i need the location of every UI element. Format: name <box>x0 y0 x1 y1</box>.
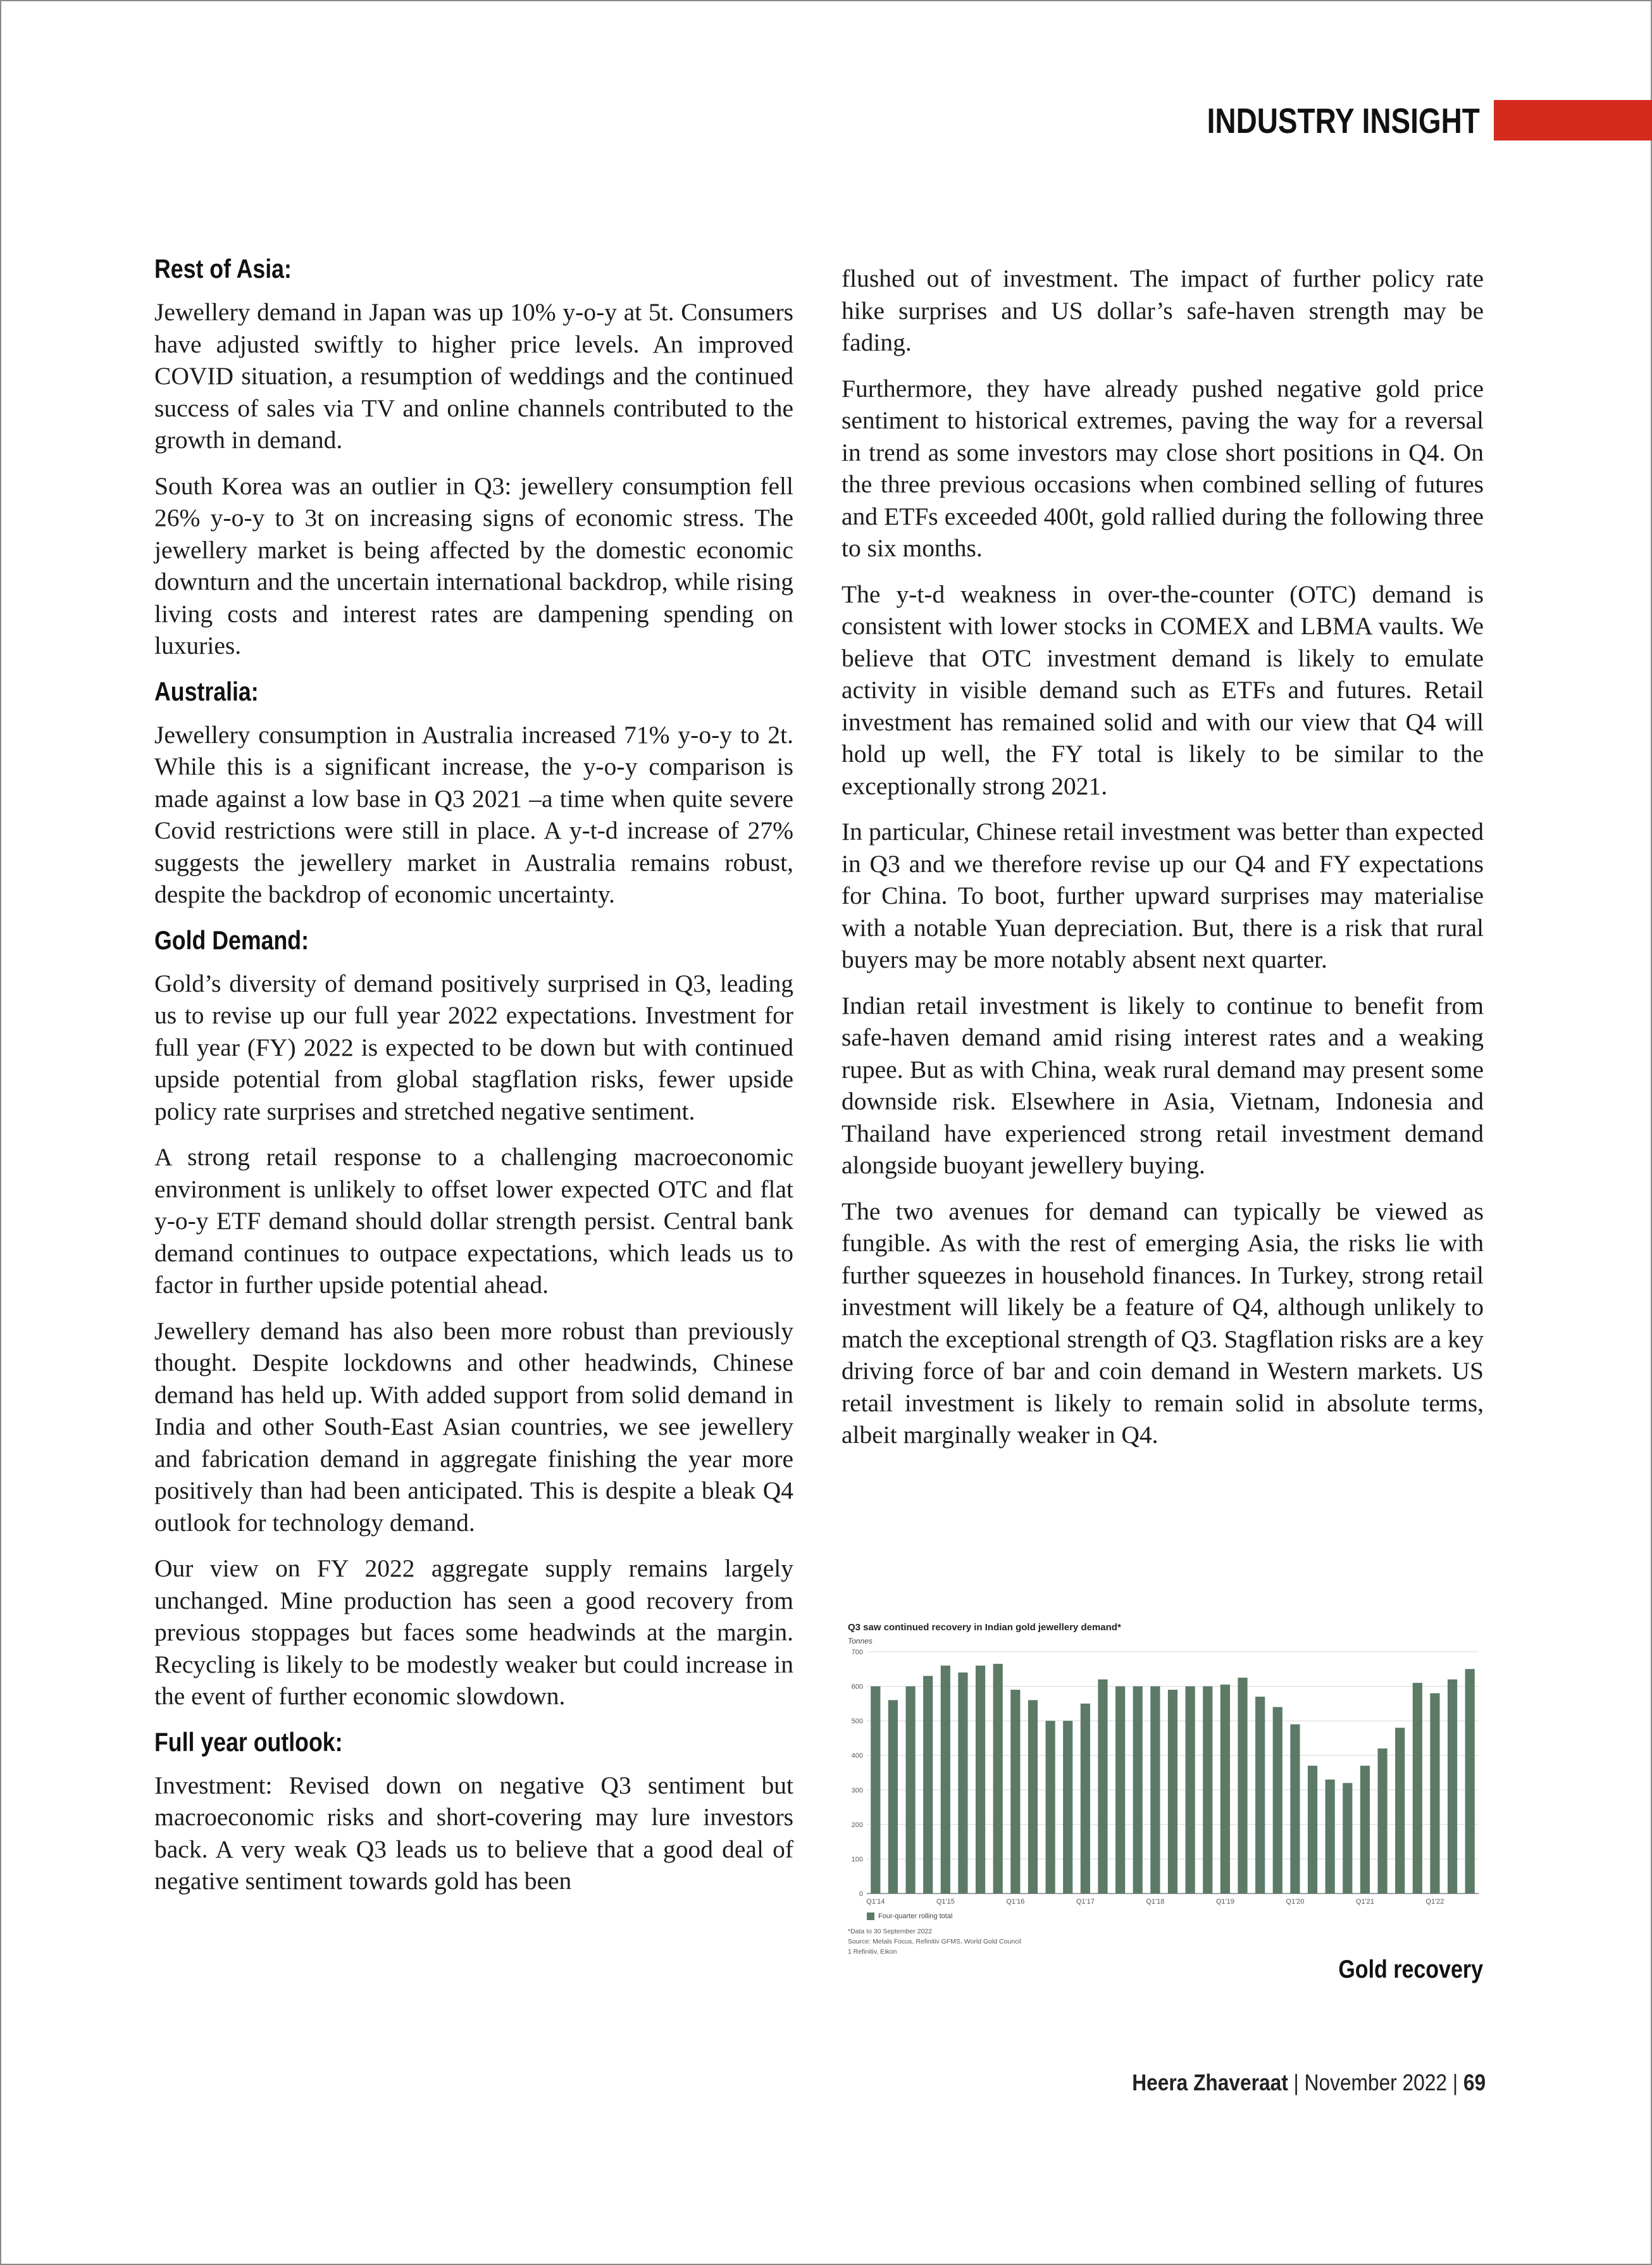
chart-bar <box>1255 1697 1265 1894</box>
chart-bar <box>1081 1704 1090 1894</box>
section-heading: Full year outlook: <box>154 1726 343 1757</box>
x-tick-label: Q1'18 <box>1146 1898 1165 1906</box>
section-heading: Rest of Asia: <box>154 254 292 284</box>
body-paragraph: The two avenues for demand can typically be viewed as fungible. As with the rest of emerging Asia, the risks lie with further squeezes in household finances. In Turkey, strong retail investment will likely be a feature of Q4, although unlikely to match the exceptional strength of Q3. Stagflation risks are a key driving force of bar and coin demand in Western markets. US retail investment is likely to remain solid in absolute terms, albeit marginally weaker in Q4. <box>842 1197 1484 1449</box>
chart-note-data: *Data to 30 September 2022 <box>848 1928 933 1935</box>
chart-bar <box>1395 1728 1405 1894</box>
y-tick-label: 300 <box>851 1787 863 1795</box>
chart-title: Q3 saw continued recovery in Indian gold jewellery demand* <box>848 1622 1121 1633</box>
chart-bar <box>1448 1680 1457 1894</box>
header-accent-bar <box>1494 100 1652 140</box>
body-paragraph: flushed out of investment. The impact of further policy rate hike surprises and US dollar’s safe-haven strength may be fading. <box>842 265 1484 356</box>
chart-bar <box>1203 1687 1212 1894</box>
body-paragraph: The y-t-d weakness in over-the-counter (OTC) demand is consistent with lower stocks in COMEX and LBMA vaults. We believe that OTC investment demand is likely to emulate activity in visible demand such as ETFs and futures. Retail investment has remained solid and with our view that Q4 will hold up well, the FY total is likely to be similar to the exceptionally strong 2021. <box>842 580 1484 800</box>
chart-note-source: Source: Metals Focus, Refinitiv GFMS, World Gold Council <box>848 1938 1022 1945</box>
chart-bar <box>1238 1678 1247 1894</box>
section-title: INDUSTRY INSIGHT <box>1207 100 1480 140</box>
chart-bar <box>905 1687 915 1894</box>
x-tick-label: Q1'15 <box>936 1898 955 1906</box>
body-paragraph: In particular, Chinese retail investment was better than expected in Q3 and we therefore revise up our Q4 and FY expectations for China. To boot, further upward surprises may materialise with a notable Yuan depreciation. But, there is a risk that rural buyers may be more notably absent next quarter. <box>842 818 1484 973</box>
chart-bar <box>923 1676 933 1894</box>
y-tick-label: 200 <box>851 1821 863 1829</box>
publication-name: Heera Zhaveraat <box>1132 2069 1288 2095</box>
chart-bar <box>1413 1683 1422 1894</box>
legend-swatch <box>867 1912 874 1920</box>
chart-bar <box>1028 1700 1038 1894</box>
y-tick-label: 500 <box>851 1718 863 1726</box>
body-paragraph: Investment: Revised down on negative Q3 sentiment but macroeconomic risks and short-covering may lure investors back. A very weak Q3 leads us to believe that a good deal of negative sentiment towards gold has been <box>154 1771 793 1895</box>
chart-bar <box>1150 1687 1160 1894</box>
body-paragraph: Furthermore, they have already pushed negative gold price sentiment to historical extremes, paving the way for a reversal in trend as some investors may close short positions in Q4. On the three previous occasions when combined selling of futures and ETFs exceeded 400t, gold rallied during the following three to six months. <box>842 374 1484 562</box>
body-paragraph: Jewellery demand in Japan was up 10% y-o-y at 5t. Consumers have adjusted swiftly to higher price levels. An improved COVID situation, a resumption of weddings and the continued success of sales via TV and online channels contributed to the growth in demand. <box>154 298 793 454</box>
y-tick-label: 0 <box>859 1890 863 1898</box>
chart-note-footnote: 1 Refinitiv, Eikon <box>848 1948 897 1956</box>
issue-date: November 2022 <box>1304 2069 1447 2095</box>
chart-bar <box>1377 1749 1387 1894</box>
body-paragraph: A strong retail response to a challenging macroeconomic environment is unlikely to offset lower expected OTC and flat y-o-y ETF demand should dollar strength persist. Central bank demand continues to outpace expectations, which leads us to factor in further upside potential ahead. <box>154 1143 793 1299</box>
x-tick-label: Q1'20 <box>1286 1898 1305 1906</box>
chart-bar <box>1273 1707 1282 1894</box>
section-heading: Australia: <box>154 676 259 706</box>
chart-y-unit: Tonnes <box>848 1637 873 1645</box>
chart-bar <box>1308 1766 1317 1894</box>
section-heading: Gold Demand: <box>154 925 309 955</box>
chart-bar <box>1430 1693 1439 1894</box>
chart-bar <box>1010 1690 1020 1894</box>
chart-bar <box>1098 1680 1107 1894</box>
y-tick-label: 100 <box>851 1856 863 1864</box>
chart-bar <box>993 1664 1003 1894</box>
x-tick-label: Q1'21 <box>1355 1898 1374 1906</box>
bar-chart <box>848 1645 1484 1911</box>
body-paragraph: Indian retail investment is likely to continue to benefit from safe-haven demand amid rising interest rates and a weaking rupee. But as with China, weak rural demand may present some downside risk. Elsewhere in Asia, Vietnam, Indonesia and Thailand have experienced strong retail investment demand alongside buoyant jewellery buying. <box>842 991 1484 1179</box>
chart-bar <box>1186 1687 1195 1894</box>
page-footer: Heera Zhaveraat | November 2022 | 69 <box>1132 2069 1486 2095</box>
chart-bar <box>1343 1783 1352 1894</box>
x-tick-label: Q1'17 <box>1076 1898 1095 1906</box>
chart-bar <box>1046 1721 1055 1894</box>
body-paragraph: Our view on FY 2022 aggregate supply remains largely unchanged. Mine production has seen a good recovery from previous stoppages but faces some headwinds at the margin. Recycling is likely to be modestly weaker but could increase in the event of further economic slowdown. <box>154 1554 793 1710</box>
body-paragraph: Jewellery demand has also been more robust than previously thought. Despite lockdowns and other headwinds, Chinese demand has held up. With added support from solid demand in India and other South-East Asian countries, we see jewellery and fabrication demand in aggregate finishing the year more positively than had been anticipated. This is despite a bleak Q4 outlook for technology demand. <box>154 1316 793 1537</box>
chart-bar <box>1115 1687 1125 1894</box>
chart-bar <box>1326 1780 1335 1894</box>
left-column <box>154 253 793 1911</box>
chart-notes <box>848 1926 1484 1957</box>
y-tick-label: 400 <box>851 1752 863 1760</box>
right-column <box>842 263 1484 1465</box>
legend-label: Four-quarter rolling total <box>878 1912 953 1920</box>
chart-bar <box>1360 1766 1370 1894</box>
chart-bar <box>941 1666 950 1894</box>
y-tick-label: 700 <box>851 1649 863 1656</box>
x-tick-label: Q1'22 <box>1425 1898 1444 1906</box>
image-caption: Gold recovery <box>1338 1956 1483 1983</box>
body-paragraph: Jewellery consumption in Australia increased 71% y-o-y to 2t. While this is a significant increase, the y-o-y comparison is made against a low base in Q3 2021 –a time when quite severe Covid restrictions were still in place. A y-t-d increase of 27% suggests the jewellery market in Australia remains robust, despite the backdrop of economic uncertainty. <box>154 720 793 908</box>
y-tick-label: 600 <box>851 1683 863 1691</box>
chart-figure <box>848 1622 1484 1957</box>
chart-bar <box>1290 1725 1300 1894</box>
chart-bar <box>1168 1690 1177 1894</box>
chart-bar <box>1220 1685 1230 1894</box>
body-paragraph: Gold’s diversity of demand positively surprised in Q3, leading us to revise up our full year 2022 expectations. Investment for full year (FY) 2022 is expected to be down but with continued upside potential from global stagflation risks, fewer upside policy rate surprises and stretched negative sentiment. <box>154 969 793 1125</box>
chart-bar <box>1465 1669 1475 1894</box>
chart-legend <box>867 1912 1484 1920</box>
chart-bar <box>976 1666 985 1894</box>
chart-bar <box>888 1700 898 1894</box>
chart-bar <box>1063 1721 1072 1894</box>
chart-bar <box>1133 1687 1143 1894</box>
page-number: 69 <box>1463 2069 1486 2095</box>
chart-bar <box>958 1673 967 1894</box>
section-header <box>1147 100 1652 140</box>
x-tick-label: Q1'16 <box>1006 1898 1025 1906</box>
chart-bar <box>871 1687 880 1894</box>
x-tick-label: Q1'19 <box>1215 1898 1234 1906</box>
x-tick-label: Q1'14 <box>866 1898 885 1906</box>
body-paragraph: South Korea was an outlier in Q3: jewellery consumption fell 26% y-o-y to 3t on increasing signs of economic stress. The jewellery market is being affected by the domestic economic downturn and the uncertain international backdrop, while rising living costs and interest rates are dampening spending on luxuries. <box>154 471 793 659</box>
